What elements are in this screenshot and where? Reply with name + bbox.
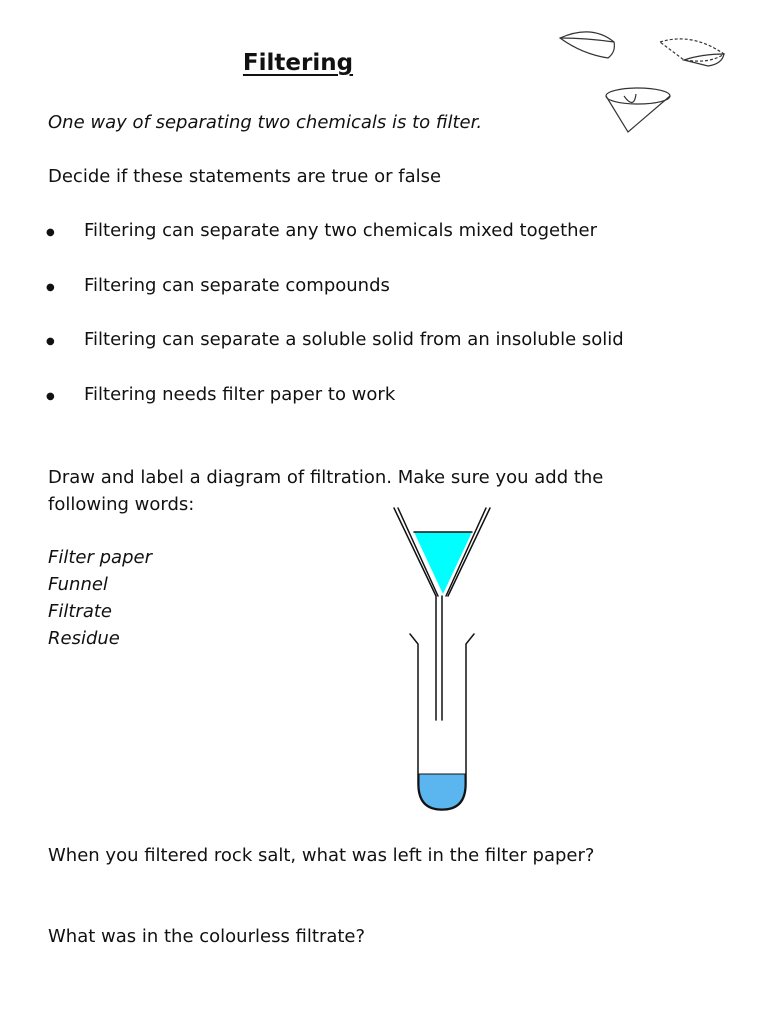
statement-text: Filtering can separate any two chemicals mixed together xyxy=(84,220,598,241)
list-item xyxy=(0,220,768,275)
funnel-and-test-tube-icon xyxy=(380,504,500,814)
label-word: Residue xyxy=(48,628,120,649)
bullet-icon: ● xyxy=(46,390,55,402)
intro-text: One way of separating two chemicals is to filter. xyxy=(48,112,483,133)
bullet-icon: ● xyxy=(46,227,55,238)
statement-text: Filtering can separate compounds xyxy=(84,274,390,296)
statement-text: Filtering can separate a soluble solid from an insoluble solid xyxy=(84,329,624,350)
list-item xyxy=(0,275,768,330)
folded-filter-paper-icon xyxy=(552,20,732,140)
bullet-icon: ● xyxy=(46,281,55,293)
page-title: Filtering xyxy=(242,50,354,76)
list-item xyxy=(0,384,768,439)
statement-list xyxy=(0,220,768,438)
label-word: Filtrate xyxy=(48,601,112,622)
label-word: Filter paper xyxy=(48,547,152,568)
question-filtrate-contents: What was in the colourless filtrate? xyxy=(48,926,366,947)
label-word: Funnel xyxy=(48,574,108,595)
bullet-icon: ● xyxy=(46,336,55,347)
statement-text: Filtering needs filter paper to work xyxy=(84,383,396,405)
true-false-prompt: Decide if these statements are true or false xyxy=(48,166,442,187)
label-word-list xyxy=(48,544,152,652)
list-item xyxy=(0,329,768,384)
question-rock-salt-residue: When you filtered rock salt, what was left in the filter paper? xyxy=(48,845,595,866)
draw-instruction: Draw and label a diagram of filtration. Make sure you add the following words: xyxy=(48,467,604,515)
